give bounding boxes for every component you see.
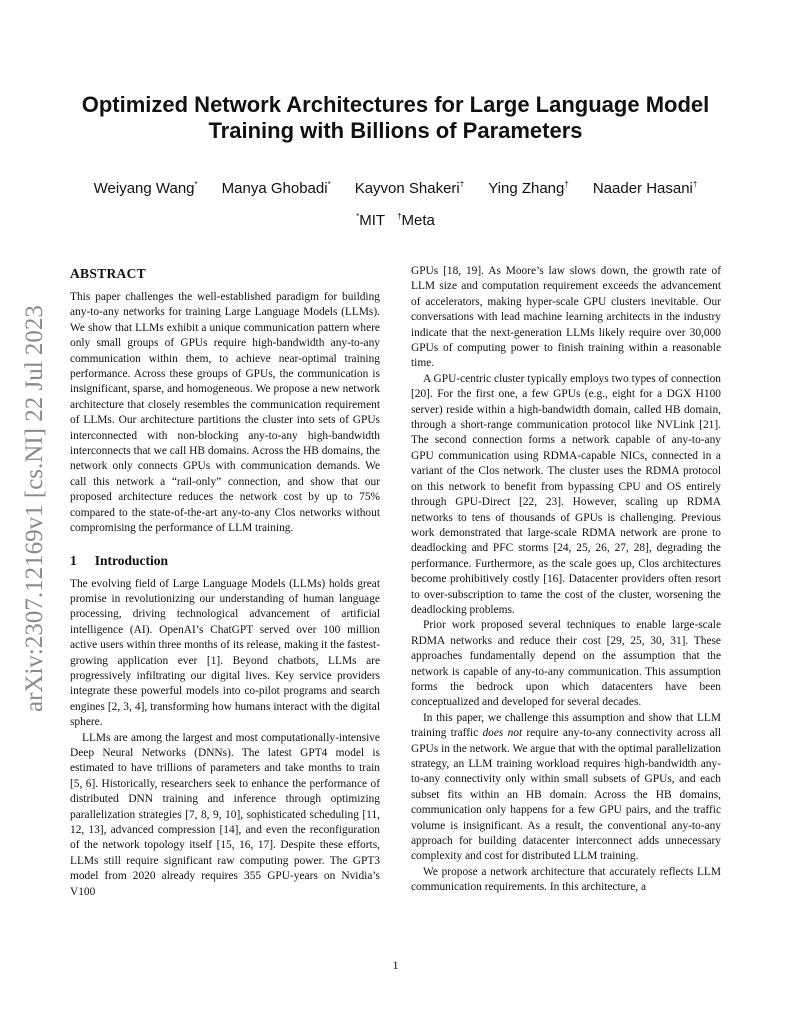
- intro-paragraph: Prior work proposed several techniques to enable large-scale RDMA networks and reduce their cost [29, 25, 30, 31]. These approaches fundamentally depend on the assumption that the network is capable of any-to-any communication. This assumption forms the bedrock upon which datacenters have been conceptualized and developed for several decades.: [411, 619, 721, 709]
- right-column: [411, 264, 721, 896]
- page-number: 1: [392, 958, 399, 972]
- left-column: [70, 264, 380, 900]
- intro-paragraph: In this paper, we challenge this assumption and show that LLM training traffic does not require any-to-any connectivity across all GPUs in the network. We argue that with the optimal parallelization strategy, an LLM training workload requires high-bandwidth any-to-any connectivity only within small subsets of GPUs, and each subset fits within an HB domain. Across the HB domains, communication only happens for a few GPU pairs, and the traffic volume is insignificant. As a result, the conventional any-to-any approach for building datacenter interconnect adds unnecessary complexity and cost for distributed LLM training.: [411, 711, 721, 863]
- author: Kayvon Shakeri†: [354, 180, 465, 197]
- author-list: [70, 180, 721, 197]
- intro-paragraph: GPUs [18, 19]. As Moore’s law slows down, the growth rate of LLM size and computation requirement exceeds the advancement of accelerators, making hyper-scale GPU clusters inevitable. Our conversations with lead machine learning architects in the industry indicate that the next-generation LLMs likely require over 30,000 GPUs of computing power to finish training within a reasonable time.: [411, 265, 721, 370]
- author: Weiyang Wang*: [93, 180, 198, 197]
- intro-paragraph: We propose a network architecture that accurately reflects LLM communication requirements. In this architecture, a: [411, 865, 721, 894]
- intro-paragraph: The evolving field of Large Language Models (LLMs) holds great promise in revolutionizing our understanding of human language processing, driving technological advancement of artificial intelligence (AI). OpenAI’s ChatGPT served over 100 million active users within three months of its release, making it the fastest-growing application ever [1]. Beyond chatbots, LLMs are progressively infiltrating our digital lives. Key service providers integrate these powerful models into co-pilot programs and search engines [2, 3, 4], transforming how humans interact with the digital sphere.: [70, 577, 380, 729]
- affiliation: *MIT: [356, 212, 386, 229]
- intro-paragraph: A GPU-centric cluster typically employs two types of connection [20]. For the first one, a few GPUs (e.g., eight for a DGX H100 server) reside within a high-bandwidth domain, called HB domain, through a short-range communication protocol like NVLink [21]. The second connection forms a network capable of any-to-any GPU communication using RDMA-capable NICs, connected in a variant of the Clos network. The cluster uses the RDMA protocol on this network to benefit from bypassing CPU and OS entirely through GPU-Direct [22, 23]. However, scaling up RDMA networks to tens of thousands of GPUs is challenging. Previous work demonstrated that large-scale RDMA network are prone to deadlocking and PFC storms [24, 25, 26, 27, 28], degrading the performance. Furthermore, as the scale goes up, Clos architectures become prohibitively costly [16]. Datacenter providers often resort to over-subscription to tame the cost of the cluster, worsening the deadlocking problems.: [411, 372, 721, 616]
- author: Naader Hasani†: [592, 180, 698, 197]
- intro-paragraph: LLMs are among the largest and most computationally-intensive Deep Neural Networks (DNNs). The latest GPT4 model is estimated to have trillions of parameters and take months to train [5, 6]. Historically, researchers seek to enhance the performance of distributed DNN training and inference through optimizing parallelization strategies [7, 8, 9, 10], sophisticated scheduling [11, 12, 13], advanced compression [14], and even the reconfiguration of the network topology itself [15, 16, 17]. Despite these efforts, LLMs still require significant raw computing power. The GPT3 model from 2020 already requires 355 GPU-years on Nvidia’s V100: [70, 731, 380, 898]
- abstract-heading: ABSTRACT: [70, 266, 146, 281]
- author: Ying Zhang†: [488, 180, 569, 197]
- section-title: Introduction: [94, 552, 169, 568]
- author: Manya Ghobadi*: [221, 180, 331, 197]
- abstract-text: This paper challenges the well-established paradigm for building any-to-any networks for training Large Language Models (LLMs). We show that LLMs exhibit a unique communication pattern where only small groups of GPUs require high-bandwidth any-to-any communication within them, to achieve near-optimal training performance. Across these groups of GPUs, the communication is insignificant, sparse, and homogeneous. We propose a new network architecture that closely resembles the communication requirement of LLMs. Our architecture partitions the cluster into sets of GPUs interconnected with non-blocking any-to-any high-bandwidth interconnects that we call HB domains. Across the HB domains, the network only connects GPUs with communication demands. We call this network a “rail-only” connection, and show that our proposed architecture reduces the network cost by up to 75% compared to the state-of-the-art any-to-any Clos networks without compromising the performance of LLM training.: [70, 291, 380, 535]
- emphasis: does not: [482, 727, 523, 740]
- arxiv-identifier-stamp: arXiv:2307.12169v1 [cs.NI] 22 Jul 2023: [21, 305, 48, 712]
- affiliation: †Meta: [397, 212, 435, 229]
- section-number: 1: [70, 552, 77, 568]
- affiliation-list: [70, 212, 721, 229]
- paper-title: Optimized Network Architectures for Large Language Model Training with Billions of Parameters: [81, 92, 710, 143]
- section-heading-introduction: [70, 551, 380, 571]
